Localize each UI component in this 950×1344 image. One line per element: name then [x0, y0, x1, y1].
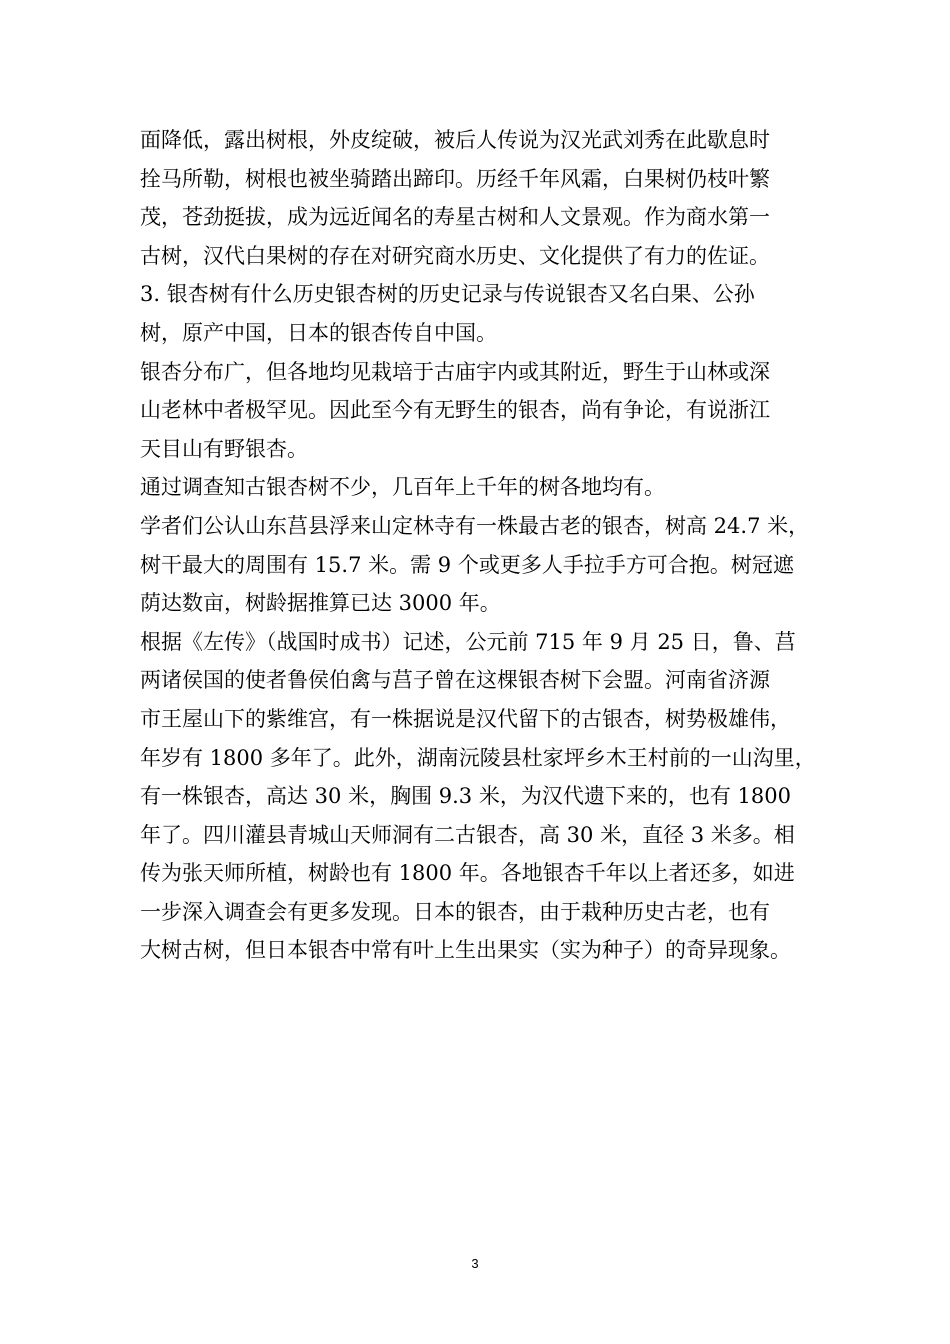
text-line: 古树，汉代白果树的存在对研究商水历史、文化提供了有力的佐证。	[140, 243, 770, 268]
text-line: 两诸侯国的使者鲁侯伯禽与莒子曾在这棵银杏树下会盟。河南省济源	[140, 668, 770, 693]
text-line: 根据《左传》（战国时成书）记述，公元前 715 年 9 月 25 日，鲁、莒	[140, 629, 796, 654]
text-line: 通过调查知古银杏树不少，几百年上千年的树各地均有。	[140, 475, 665, 500]
text-line: 市王屋山下的紫维宫，有一株据说是汉代留下的古银杏，树势极雄伟，	[140, 706, 791, 731]
text-line: 天目山有野银杏。	[140, 436, 308, 461]
text-line: 树干最大的周围有 15.7 米。需 9 个或更多人手拉手方可合抱。树冠遮	[140, 552, 794, 577]
text-line: 学者们公认山东莒县浮来山定林寺有一株最古老的银杏，树高 24.7 米，	[140, 513, 810, 538]
text-line: 茂，苍劲挺拔，成为远近闻名的寿星古树和人文景观。作为商水第一	[140, 205, 770, 230]
text-line: 年岁有 1800 多年了。此外，湖南沅陵县杜家坪乡木王村前的一山沟里，	[140, 745, 816, 770]
page-number: 3	[471, 1256, 479, 1271]
text-line: 山老林中者极罕见。因此至今有无野生的银杏，尚有争论，有说浙江	[140, 398, 770, 423]
text-line: 拴马所勒，树根也被坐骑踏出蹄印。历经千年风霜，白果树仍枝叶繁	[140, 166, 770, 191]
text-line: 大树古树，但日本银杏中常有叶上生出果实（实为种子）的奇异现象。	[140, 938, 791, 963]
text-line: 一步深入调查会有更多发现。日本的银杏，由于栽种历史古老，也有	[140, 899, 770, 924]
text-line: 树，原产中国，日本的银杏传自中国。	[140, 320, 497, 345]
text-line: 银杏分布广，但各地均见栽培于古庙宇内或其附近，野生于山林或深	[140, 359, 770, 384]
text-line: 面降低，露出树根，外皮绽破，被后人传说为汉光武刘秀在此歇息时	[140, 128, 770, 152]
text-line: 荫达数亩，树龄据推算已达 3000 年。	[140, 591, 501, 616]
body-text	[140, 121, 820, 970]
text-line: 年了。四川灌县青城山天师洞有二古银杏，高 30 米，直径 3 米多。相	[140, 822, 795, 847]
text-line: 传为张天师所植，树龄也有 1800 年。各地银杏千年以上者还多，如进	[140, 861, 795, 886]
text-line: 有一株银杏，高达 30 米，胸围 9.3 米，为汉代遗下来的，也有 1800	[140, 784, 791, 809]
text-line: 3. 银杏树有什么历史银杏树的历史记录与传说银杏又名白果、公孙	[140, 282, 755, 307]
